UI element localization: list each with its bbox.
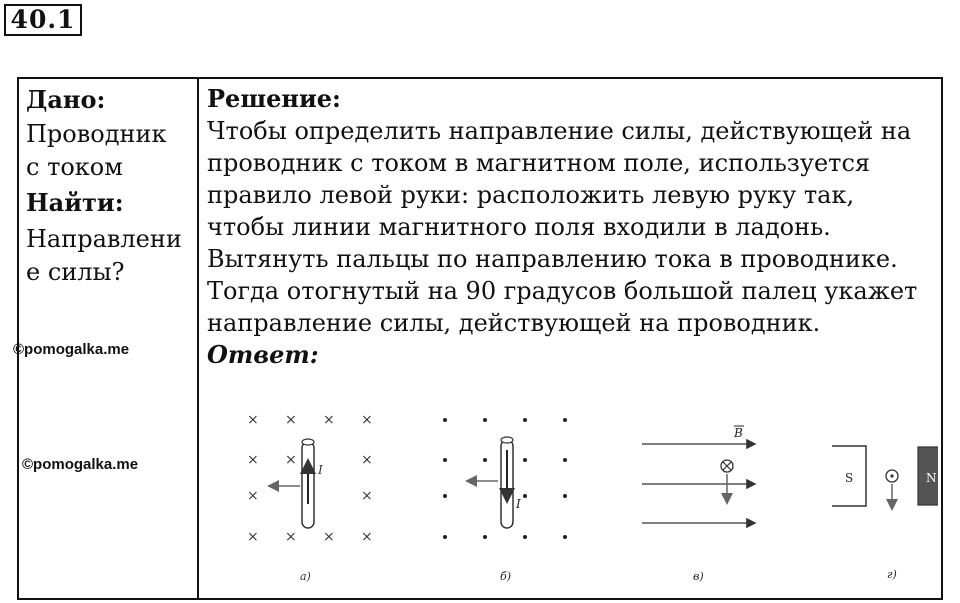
svg-text:×: ×: [247, 452, 259, 468]
figure-c: [642, 426, 754, 583]
column-divider: [197, 79, 199, 598]
magnet-s-label: S: [845, 471, 854, 485]
svg-text:×: ×: [361, 452, 373, 468]
figure-a: [247, 412, 373, 583]
watermark: ©pomogalka.me: [22, 456, 139, 473]
figure-b: [443, 418, 567, 583]
figure-label: б): [500, 570, 512, 583]
figure-d: [832, 446, 938, 581]
solution-line: Чтобы определить направление силы, действующей на: [207, 117, 912, 145]
svg-text:×: ×: [361, 488, 373, 504]
solution-line: Вытянуть пальцы по направлению тока в проводнике.: [207, 245, 898, 273]
svg-text:×: ×: [361, 412, 373, 428]
svg-text:×: ×: [247, 488, 259, 504]
current-label: I: [318, 463, 323, 477]
solution-line: направление силы, действующей на проводник.: [207, 309, 821, 337]
watermark: ©pomogalka.me: [13, 341, 130, 358]
svg-text:×: ×: [285, 529, 297, 545]
figure-label: г): [887, 568, 897, 581]
figure-label: в): [693, 570, 704, 583]
solution-column: [207, 83, 937, 371]
given-column: [26, 83, 191, 289]
answer-header: Ответ:: [207, 340, 319, 369]
find-header: Найти:: [26, 188, 124, 217]
solution-table: [13, 77, 943, 600]
problem-number: 40.1: [4, 4, 82, 36]
solution-line: Тогда отогнутый на 90 градусов большой палец укажет: [207, 277, 918, 305]
solution-line: проводник с током в магнитном поле, используется: [207, 149, 871, 177]
solution-line: правило левой руки: расположить левую руку так,: [207, 181, 855, 209]
given-line: с током: [26, 153, 123, 181]
svg-text:×: ×: [285, 452, 297, 468]
given-header: Дано:: [26, 85, 106, 114]
svg-text:×: ×: [323, 529, 335, 545]
magnet-n-label: N: [926, 471, 937, 485]
svg-text:×: ×: [323, 412, 335, 428]
given-line: Проводник: [26, 120, 167, 148]
figures-illustration: [212, 404, 938, 594]
field-label: B: [734, 426, 743, 440]
figure-label: а): [300, 570, 311, 583]
svg-text:×: ×: [247, 412, 259, 428]
svg-text:×: ×: [285, 412, 297, 428]
current-label: I: [516, 497, 521, 511]
find-line: Направлени: [26, 225, 182, 253]
solution-line: чтобы линии магнитного поля входили в ладонь.: [207, 213, 831, 241]
svg-text:×: ×: [247, 529, 259, 545]
find-line: е силы?: [26, 258, 125, 286]
svg-text:×: ×: [361, 529, 373, 545]
solution-header: Решение:: [207, 84, 341, 113]
